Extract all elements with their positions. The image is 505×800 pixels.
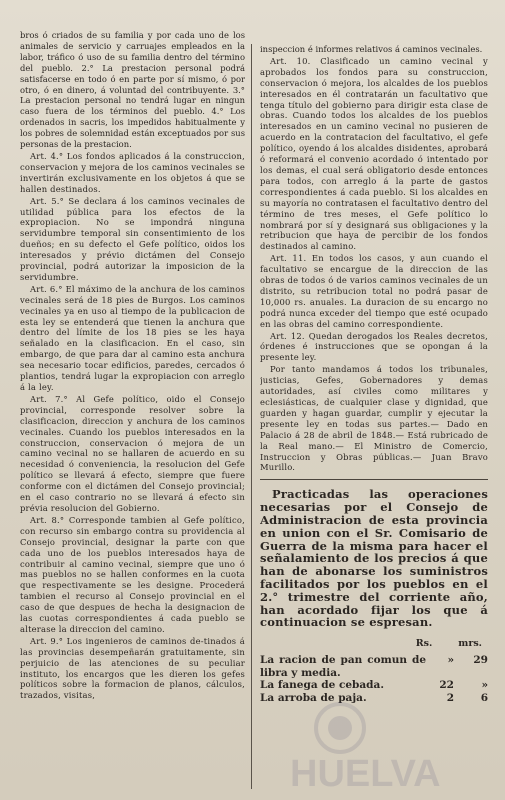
- column-divider: [251, 44, 252, 789]
- article-11: Art. 11. En todos los casos, y aun cuando el facultativo se encargue de la direccion de las obras de todos ó de varios caminos vecinales de un distrito, su retribucion total no podrá pasar de 10,000 rs. anuales. La duracion de su encargo no podrá nunca exceder del tiempo que esté ocupado en las obras del camino correspondiente.: [260, 253, 488, 329]
- section-rule: [260, 479, 488, 480]
- price-mrs: »: [481, 679, 488, 692]
- price-row: [260, 654, 488, 679]
- header-mrs: mrs.: [458, 638, 482, 650]
- paragraph-right-0: inspeccion é informes relativos á caminos vecinales.: [260, 44, 483, 54]
- price-notice: Practicadas las operaciones necesarias por el Consejo de Administracion de esta provincia en union con el Sr. Comisario de Guerra de la misma para hacer el señalamiento de los precios á que han de abonarse los suministros facilitados por los pueblos en el 2.° trimestre del corriente año, han acordado fijar los que á continuacion se espresan.: [260, 487, 488, 630]
- article-9: Art. 9.° Los ingenieros de caminos de-tinados á las provincias desempeñarán gratuitamente, sin perjuicio de las atenciones de su peculiar instituto, los encargos que les dieren los gefes políticos sobre la formacion de planos, cálculos, trazados, visitas,: [20, 635, 245, 701]
- article-10: Art. 10. Clasificado un camino vecinal y aprobados los fondos para su construccion, conservacion ó mejora, los alcaldes de los pueblos interesados en él contratarán un facultativo que tenga título del gobierno para dirigir esta clase de obras. Cuando todos los alcaldes de los pueblos interesados en un camino vecinal no pusieren de acuerdo en la contratacion del facultativo, el gefe político, oyendo á los alcaldes disidentes, aprobará ó reformará el convenio acordado ó intentado por los demas, el cual será obligatorio desde entonces para todos, con arreglo á la parte de gastos correspondientes á cada pueblo. Si los alcaldes en su mayoría no contratasen el facultativo dentro del término de tres meses, el Gefe político lo nombrará por sí y designará sus obligaciones y la retribucion que haya de percibir de los fondos destinados al camino.: [260, 55, 488, 252]
- article-12: Art. 12. Quedan derogados los Reales decretos, órdenes é instrucciones que se opongan á la presente ley.: [260, 330, 488, 363]
- article-4: Art. 4.° Los fondos aplicados á la construccion, conservacion y mejora de los caminos vecinales se invertirán exclusivamente en los objetos á que se hallen destinados.: [20, 150, 245, 194]
- watermark-text: HUELVA: [290, 753, 441, 795]
- price-item: La racion de pan comun de libra y media.: [260, 654, 426, 679]
- article-7: Art. 7.° Al Gefe político, oido el Consejo provincial, corresponde resolver sobre la clasificacion, direccion y anchura de los caminos vecinales. Cuando los pueblos interesados en la construccion, conservacion ó mejora de un camino vecinal no se hallaren de acuerdo en su necesidad ó conveniencia, la resolucion del Gefe político se llevará á efecto, siempre que fuere conforme con el dictámen del Consejo provincial; en el caso contrario no se llevará á efecto sin prévia resolucion del Gobierno.: [20, 393, 245, 513]
- header-rs: Rs.: [415, 638, 433, 650]
- price-rs: »: [447, 654, 454, 667]
- price-mrs: 29: [473, 654, 488, 667]
- price-mrs: 6: [480, 691, 488, 704]
- price-row: [260, 679, 488, 692]
- article-8: Art. 8.° Corresponde tambien al Gefe político, con recurso sin embargo contra su providencia al Consejo provincial, designar la parte con que cada uno de los pueblos interesados haya de contribuir al camino vecinal, siempre que uno ó mas pueblos no se hallen conformes en la cuota que respectivamente se les designe. Procederá tambien el recurso al Consejo provincial en el caso de que despues de hecha la designacion de las cuotas correspondientes á cada pueblo se alterase la direccion del camino.: [20, 514, 245, 634]
- promulgation-paragraph: Por tanto mandamos á todos los tribunales, justicias, Gefes, Gobernadores y demas autoridades, así civiles como militares y eclesiásticas, de cualquier clase y dignidad, que guarden y hagan guardar, cumplir y ejecutar la presente ley en todas sus partes.— Dado en Palacio á 28 de abril de 1848.— Está rubricado de la Real mano.— El Ministro de Comercio, Instruccion y Obras públicas.— Juan Bravo Murillo.: [260, 364, 488, 473]
- right-column: [260, 44, 488, 782]
- article-5: Art. 5.° Se declara á los caminos vecinales de utilidad pública para los efectos de la expropiacion. No se impondrá ninguna servidumbre temporal sin consentimiento de los dueños; en su defecto el Gefe político, oidos los interesados y prévio dictámen del Consejo provincial, podrá autorizar la imposicion de la servidumbre.: [20, 195, 245, 282]
- left-column: [20, 30, 245, 782]
- paragraph-left-0: bros ó criados de su familia y por cada uno de los animales de servicio y carruajes empleados en la labor, tráfico ó uso de su familia dentro del término del pueblo. 2.° La prestacion personal podrá satisfacerse en todo ó en parte por sí mismo, ó por otro, ó en dinero, á voluntad del contribuyente. 3.° La prestacion personal no tendrá lugar en ningun caso fuera de los términos del pueblo. 4.° Los ordenados in sacris, los impedidos habitualmente y los pobres de solemnidad están exceptuados por sus personas de la prestacion.: [20, 30, 245, 150]
- article-6: Art. 6.° El máximo de la anchura de los caminos vecinales será de 18 pies de Burgos. Los caminos vecinales ya en uso al tiempo de la publicacion de esta ley se entenderá que tienen la anchura que dentro del límite de los 18 pies se les haya señalado en la clasificacion. En el caso, sin embargo, de que para dar al camino esta anchura sea necesario tocar edificios, paredes, cercados ó plantios, tendrá lugar la expropiacion con arreglo á la ley.: [20, 283, 245, 392]
- price-rs: 22: [439, 679, 454, 692]
- price-item: La arroba de paja.: [260, 691, 367, 704]
- price-row: [260, 692, 488, 705]
- price-rs: 2: [446, 691, 454, 704]
- price-item: La fanega de cebada.: [260, 679, 384, 692]
- price-table-header: [260, 639, 482, 650]
